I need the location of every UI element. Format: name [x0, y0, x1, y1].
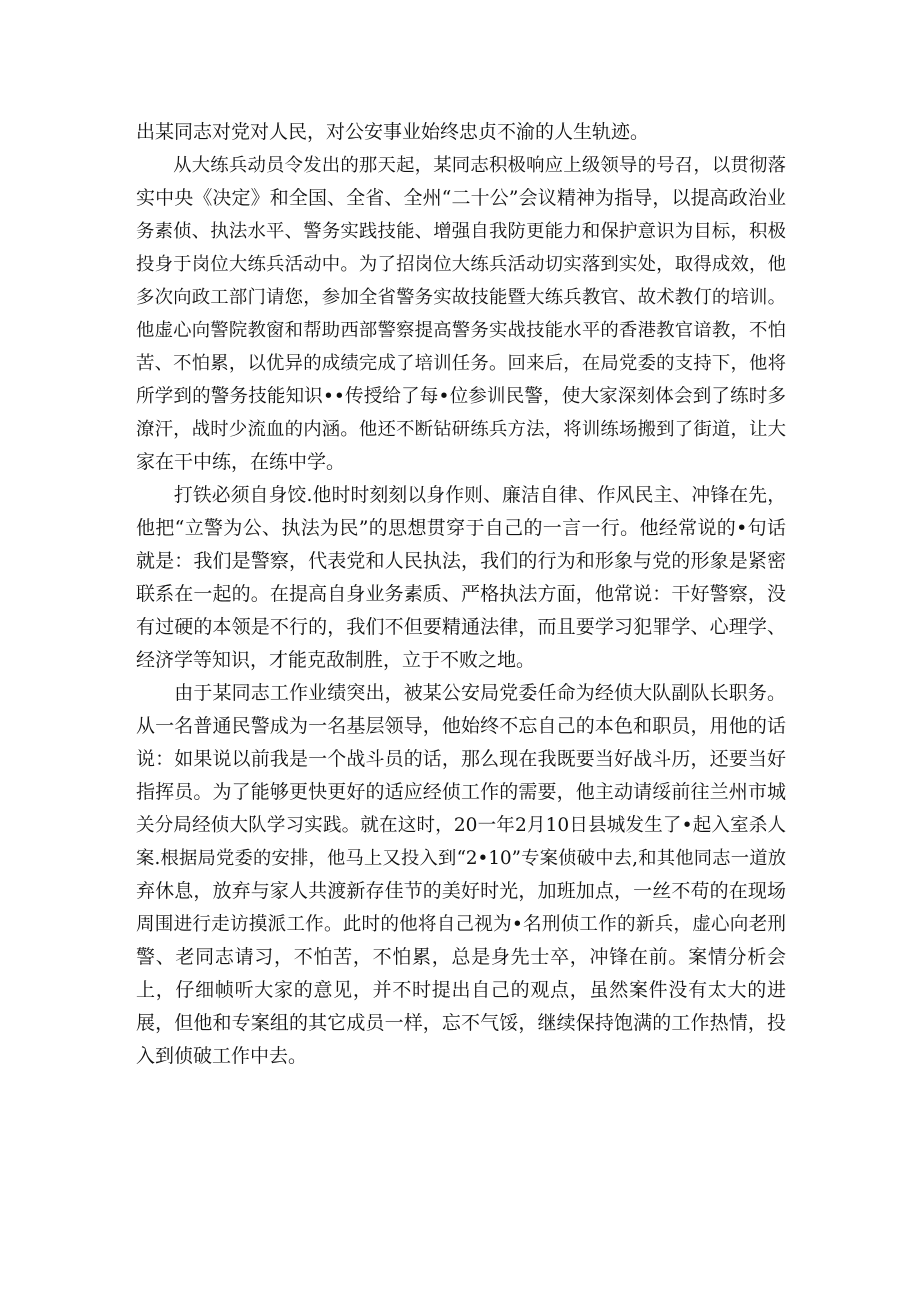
text-line: 他虚心向警院教窗和帮助西部警察提高警务实战技能水平的香港教官谙教，不怕	[136, 320, 786, 341]
text-line: 说：如果说以前我是一个战斗员的话，那么现在我既要当好战斗历，还要当好	[136, 748, 786, 770]
text-line: 关分局经侦大队学习实践。就在这时，20一年2月10日县城发生了•起入室杀人	[136, 815, 786, 836]
text-line: 从大练兵动员令发出的那天起，某同志积极响应上级领导的号召，以贯彻落	[136, 155, 786, 176]
text-line: 打铁必须自身饺.他时时刻刻以身作则、廉洁自律、作风民主、冲锋在先，	[136, 485, 786, 506]
text-line: 多次向政工部门请您，参加全省警务实故技能暨大练兵教官、故术教仃的培训。	[136, 287, 786, 308]
paragraph-2	[136, 149, 786, 479]
text-line: 警、老同志请习，不怕苦，不怕累，总是身先士卒，冲锋在前。案情分析会	[136, 946, 786, 968]
text-line: 展，但他和专案组的其它成员一样，忘不气馁，继续保持饱满的工作热情，投	[136, 1012, 786, 1034]
text-line: 弃休息，放弃与家人共渡新存佳节的美好时光，加班加点，一丝不苟的在现场	[136, 880, 786, 902]
text-line: 务素侦、执法水平、警务实践技能、增强自我防更能力和保护意识为目标，积极	[136, 221, 786, 242]
text-line: 指挥员。为了能够更快更好的适应经侦工作的需要，他主动请绥前往兰州市城	[136, 781, 786, 803]
text-line: 苦、不怕累，以优异的成绩完成了培训任务。回来后，在局党委的支持下，他将	[136, 353, 786, 374]
text-line: 由于某同志工作业绩突出，被某公安局党委任命为经侦大队副队长职务。	[136, 682, 786, 704]
paragraph-3	[136, 479, 786, 677]
text-line: 投身于岗位大练兵活动中。为了招岗位大练兵活动切实落到实处，取得成效，他	[136, 254, 786, 275]
text-line: 入到侦破工作中去。	[136, 1045, 308, 1067]
text-line: 他把“立警为公、执法为民”的思想贯穿于自己的一言一行。他经常说的•句话	[136, 517, 786, 539]
text-line: 联系在一起的。在提高自身业务素质、严格执法方面，他常说：干好警察，没	[136, 583, 786, 605]
paragraph-1	[136, 116, 786, 149]
text-line: 出某同志对党对人民，对公安事业始终忠贞不渝的人生轨迹。	[136, 121, 650, 143]
text-line: 潦汗，战时少流血的内涵。他还不断钻研练兵方法，将训练场搬到了街道，让大	[136, 419, 786, 440]
text-line: 经济学等知识，才能克敌制胜，立于不败之地。	[136, 649, 536, 671]
text-line: 周围进行走访摸派工作。此时的他将自己视为•名刑侦工作的新兵，虚心向老刑	[136, 914, 786, 935]
paragraph-4	[136, 677, 786, 1073]
text-line: 所学到的警务技能知识••传授给了每•位参训民警，使大家深刻体会到了练时多	[136, 386, 786, 407]
text-line: 上，仔细帧听大家的意见，并不时提出自己的观点，虽然案件没有太大的进	[136, 979, 786, 1001]
text-line: 就是：我们是警察，代表党和人民执法，我们的行为和形象与党的形象是紧密	[136, 550, 786, 572]
document-body	[136, 116, 786, 1073]
text-line: 有过硬的本领是不行的，我们不但要精通法律，而且要学习犯罪学、心理学、	[136, 616, 786, 638]
text-line: 家在干中练，在练中学。	[136, 451, 346, 473]
text-line: 案.根据局党委的安排，他马上又投入到“2•10”专案侦破中去,和其他同志一道放	[136, 848, 786, 869]
text-line: 从一名普通民警成为一名基层领导，他始终不忘自己的本色和职员，用他的话	[136, 715, 786, 737]
text-line: 实中央《决定》和全国、全省、全州“二十公”会议精神为指导，以提高政治业	[136, 187, 786, 209]
